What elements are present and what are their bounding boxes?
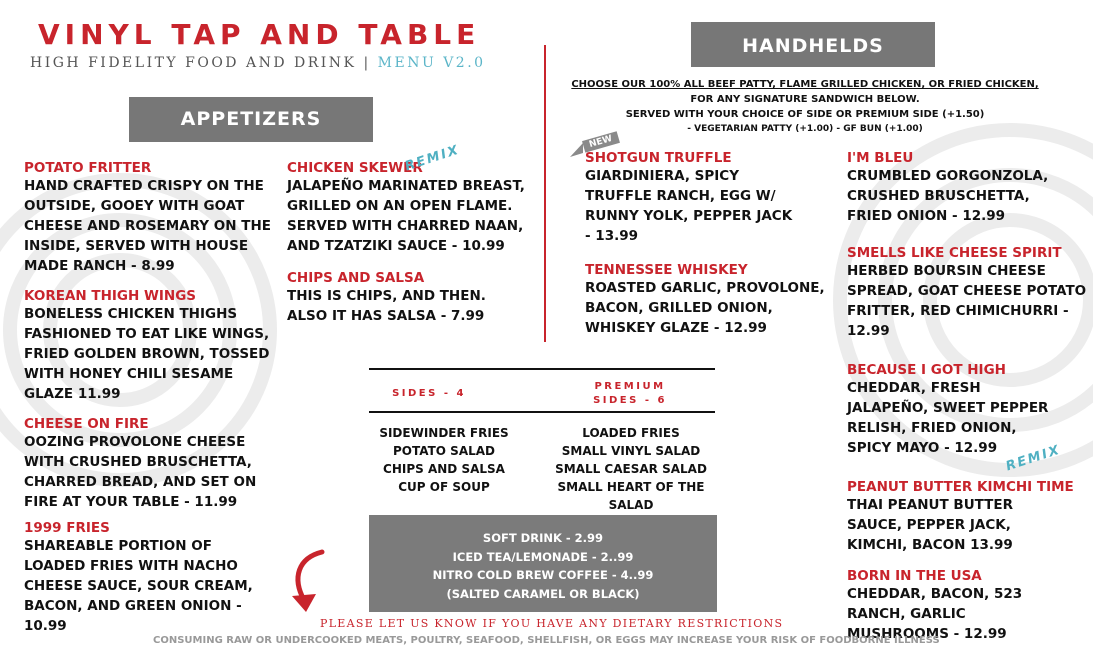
menu-item	[847, 568, 1087, 644]
handhelds-right-column	[847, 150, 1087, 644]
item-description: GIARDINIERA, SPICY TRUFFLE RANCH, EGG W/ RUNNY YOLK, PEPPER JACK - 13.99	[585, 168, 793, 244]
food-safety-warning: CONSUMING RAW OR UNDERCOOKED MEATS, POULTRY, SEAFOOD, SHELLFISH, OR EGGS MAY INCREASE YOUR RISK OF FOODBORNE ILLNESS	[153, 635, 940, 646]
item-description: OOZING PROVOLONE CHEESE WITH CRUSHED BRUSCHETTA, CHARRED BREAD, AND SET ON FIRE AT YOUR TABLE - 11.99	[24, 434, 257, 510]
item-name: BECAUSE I GOT HIGH	[847, 362, 1006, 378]
premium-side-item: SMALL CAESAR SALAD	[555, 462, 707, 476]
intro-line-4: - VEGETARIAN PATTY (+1.00) - GF BUN (+1.00)	[687, 124, 923, 134]
menu-item	[24, 288, 272, 404]
handhelds-left-column	[585, 150, 825, 338]
item-description: THIS IS CHIPS, AND THEN. ALSO IT HAS SALSA - 7.99	[287, 288, 486, 324]
premium-side-item: LOADED FRIES	[582, 426, 680, 440]
handhelds-heading: HANDHELDS	[691, 22, 935, 67]
sides-top-rule	[369, 368, 715, 370]
item-name: SHOTGUN TRUFFLE	[585, 150, 732, 166]
premium-sides-list	[535, 424, 727, 514]
menu-item	[287, 160, 532, 256]
menu-item	[585, 262, 825, 338]
item-name: BORN IN THE USA	[847, 568, 982, 584]
restaurant-name: VINYL TAP AND TABLE	[38, 18, 481, 51]
drink-item: SOFT DRINK - 2.99	[482, 531, 604, 545]
drink-item: (SALTED CARAMEL OR BLACK)	[446, 586, 640, 601]
menu-item	[847, 479, 1087, 555]
side-item: POTATO SALAD	[393, 444, 495, 458]
item-name: I'M BLEU	[847, 150, 914, 166]
intro-line-2: FOR ANY SIGNATURE SANDWICH BELOW.	[690, 94, 920, 105]
dietary-notice: PLEASE LET US KNOW IF YOU HAVE ANY DIETARY RESTRICTIONS	[320, 617, 784, 630]
appetizers-heading: APPETIZERS	[129, 97, 373, 142]
side-item: CHIPS AND SALSA	[383, 462, 505, 476]
menu-item	[847, 150, 1087, 226]
menu-item	[847, 245, 1087, 341]
item-name: KOREAN THIGH WINGS	[24, 288, 197, 304]
remix-badge: REMIX	[403, 142, 462, 175]
item-description: SHAREABLE PORTION OF LOADED FRIES WITH NACHO CHEESE SAUCE, SOUR CREAM, BACON, AND GREEN ONION - 10.99	[24, 538, 253, 634]
drink-item: ICED TEA/LEMONADE - 2..99	[452, 549, 634, 564]
item-description: THAI PEANUT BUTTER SAUCE, PEPPER JACK, KIMCHI, BACON 13.99	[847, 497, 1014, 553]
menu-item	[24, 160, 272, 276]
sides-header-rule	[369, 411, 715, 413]
premium-side-item: SMALL VINYL SALAD	[561, 444, 701, 458]
new-tag: NEW	[582, 131, 620, 152]
premium-side-item: SMALL HEART OF THE SALAD	[557, 480, 705, 512]
sides-heading: SIDES - 4	[392, 388, 466, 399]
item-name: 1999 FRIES	[24, 520, 110, 536]
item-description: JALAPEÑO MARINATED BREAST, GRILLED ON AN OPEN FLAME. SERVED WITH CHARRED NAAN, AND TZATZIKI SAUCE - 10.99	[287, 178, 525, 254]
intro-line-3: SERVED WITH YOUR CHOICE OF SIDE OR PREMIUM SIDE (+1.50)	[625, 109, 985, 120]
item-description: HERBED BOURSIN CHEESE SPREAD, GOAT CHEESE POTATO FRITTER, RED CHIMICHURRI - 12.99	[847, 263, 1087, 339]
menu-item	[24, 520, 272, 636]
premium-heading-line-1: PREMIUM	[594, 381, 666, 392]
restaurant-tagline	[30, 55, 486, 71]
side-item: SIDEWINDER FRIES	[379, 426, 509, 440]
item-name: SMELLS LIKE CHEESE SPIRIT	[847, 245, 1062, 261]
item-name: CHEESE ON FIRE	[24, 416, 149, 432]
sides-list	[359, 424, 529, 496]
item-description: HAND CRAFTED CRISPY ON THE OUTSIDE, GOOEY WITH GOAT CHEESE AND ROSEMARY ON THE INSIDE, SERVED WITH HOUSE MADE RANCH - 8.99	[24, 178, 271, 274]
handhelds-intro	[570, 77, 1040, 137]
menu-item	[585, 150, 825, 246]
drinks-box	[369, 515, 717, 612]
menu-version: MENU V2.0	[377, 55, 486, 71]
item-description: BONELESS CHICKEN THIGHS FASHIONED TO EAT LIKE WINGS, FRIED GOLDEN BROWN, TOSSED WITH HONEY CHILI SESAME GLAZE 11.99	[24, 306, 270, 402]
item-description: ROASTED GARLIC, PROVOLONE, BACON, GRILLED ONION, WHISKEY GLAZE - 12.99	[585, 280, 825, 336]
item-name: PEANUT BUTTER KIMCHI TIME	[847, 479, 1074, 495]
item-description: CHEDDAR, FRESH JALAPEÑO, SWEET PEPPER RELISH, FRIED ONION, SPICY MAYO - 12.99	[847, 380, 1049, 456]
item-description: CRUMBLED GORGONZOLA, CRUSHED BRUSCHETTA, FRIED ONION - 12.99	[847, 168, 1049, 224]
column-divider	[544, 45, 546, 342]
item-name: POTATO FRITTER	[24, 160, 152, 176]
menu-item	[287, 270, 532, 326]
intro-line-1: CHOOSE OUR 100% ALL BEEF PATTY, FLAME GRILLED CHICKEN, OR FRIED CHICKEN,	[571, 79, 1039, 90]
remix-badge: REMIX	[1004, 442, 1063, 475]
menu-item	[24, 416, 272, 512]
premium-sides-heading	[560, 380, 700, 408]
item-name: TENNESSEE WHISKEY	[585, 262, 748, 278]
item-name: CHIPS AND SALSA	[287, 270, 425, 286]
tagline-text: HIGH FIDELITY FOOD AND DRINK |	[30, 55, 371, 71]
side-item: CUP OF SOUP	[398, 480, 490, 494]
appetizers-right-column	[287, 160, 532, 326]
curved-arrow-icon	[288, 548, 332, 616]
item-description: CHEDDAR, BACON, 523 RANCH, GARLIC MUSHROOMS - 12.99	[847, 586, 1023, 642]
new-tag-pointer-shape	[570, 143, 584, 159]
drink-item: NITRO COLD BREW COFFEE - 4..99	[432, 568, 654, 582]
appetizers-left-column	[24, 160, 272, 636]
premium-heading-line-2: SIDES - 6	[593, 395, 667, 406]
item-name: CHICKEN SKEWER	[287, 160, 423, 176]
